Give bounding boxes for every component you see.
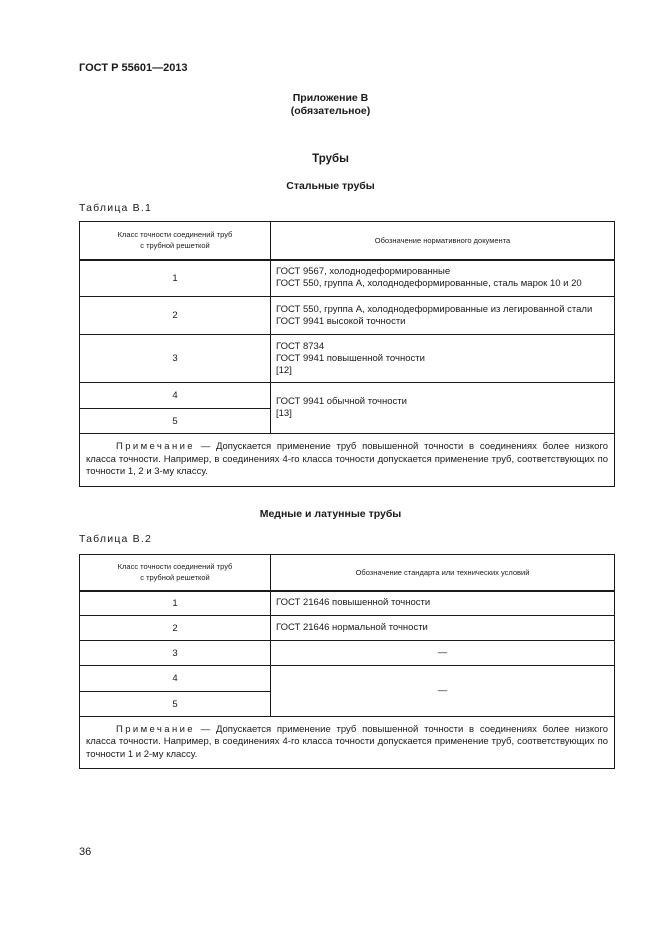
- doc-cell: ГОСТ 8734 ГОСТ 9941 повышенной точности [12]: [271, 335, 615, 383]
- class-cell: 3: [80, 335, 271, 383]
- doc-cell: ГОСТ 21646 повышенной точности: [271, 591, 615, 616]
- table-label-b1: Таблица В.1: [79, 202, 153, 214]
- section-title: Трубы: [312, 153, 349, 165]
- note-text: — Допускается применение труб повышенной точности в соединениях более низкого класса точности. Например, в соединениях 4-го класса точности допускается применение труб, соответствующих по точности 1 и 2-му классу.: [86, 723, 608, 760]
- table-label-b2: Таблица В.2: [79, 533, 153, 545]
- table-row: [80, 591, 615, 616]
- class-cell: 1: [80, 591, 271, 616]
- table-note: [80, 717, 615, 769]
- table-note-row: [80, 717, 615, 769]
- table-row: [80, 383, 615, 409]
- table-row: [80, 335, 615, 383]
- appendix-status: (обязательное): [290, 105, 371, 117]
- class-cell: 4: [80, 666, 271, 692]
- class-cell: 3: [80, 641, 271, 666]
- appendix-title: Приложение В: [292, 92, 369, 104]
- class-cell: 2: [80, 297, 271, 335]
- col1-header: Класс точности соединений труб с трубной решеткой: [80, 222, 271, 260]
- col1-header: Класс точности соединений труб с трубной решеткой: [80, 555, 271, 591]
- table-row: [80, 666, 615, 692]
- col2-header: Обозначение стандарта или технических условий: [271, 555, 615, 591]
- table-note-row: [80, 434, 615, 487]
- table-row: [80, 260, 615, 297]
- note-text: — Допускается применение труб повышенной точности в соединениях более низкого класса точности. Например, в соединениях 4-го класса точности допускается применение труб, соответствующих по точности 1, 2 и 3-му классу.: [86, 441, 608, 478]
- class-cell: 5: [80, 692, 271, 717]
- document-code: ГОСТ Р 55601—2013: [79, 62, 188, 74]
- class-cell: 1: [80, 260, 271, 297]
- table-header-row: [80, 222, 615, 260]
- table-note: [80, 434, 615, 487]
- table-row: [80, 641, 615, 666]
- doc-cell: —: [271, 666, 615, 717]
- copper-subtitle: Медные и латунные трубы: [259, 508, 402, 520]
- table-row: [80, 297, 615, 335]
- doc-cell: —: [271, 641, 615, 666]
- page-number: 36: [79, 846, 92, 858]
- class-cell: 5: [80, 409, 271, 434]
- copper-pipes-table: [79, 554, 615, 769]
- note-label: Примечание: [116, 441, 195, 453]
- doc-cell: ГОСТ 9941 обычной точности [13]: [271, 383, 615, 434]
- note-label: Примечание: [116, 723, 195, 735]
- table-header-row: [80, 555, 615, 591]
- doc-cell: ГОСТ 21646 нормальной точности: [271, 616, 615, 641]
- steel-subtitle: Стальные трубы: [286, 180, 375, 192]
- table-row: [80, 616, 615, 641]
- doc-cell: ГОСТ 550, группа А, холоднодеформированные из легированной стали ГОСТ 9941 высокой точности: [271, 297, 615, 335]
- steel-pipes-table: [79, 221, 615, 487]
- col2-header: Обозначение нормативного документа: [271, 222, 615, 260]
- class-cell: 4: [80, 383, 271, 409]
- doc-cell: ГОСТ 9567, холоднодеформированные ГОСТ 550, группа А, холоднодеформированные, сталь марок 10 и 20: [271, 260, 615, 297]
- class-cell: 2: [80, 616, 271, 641]
